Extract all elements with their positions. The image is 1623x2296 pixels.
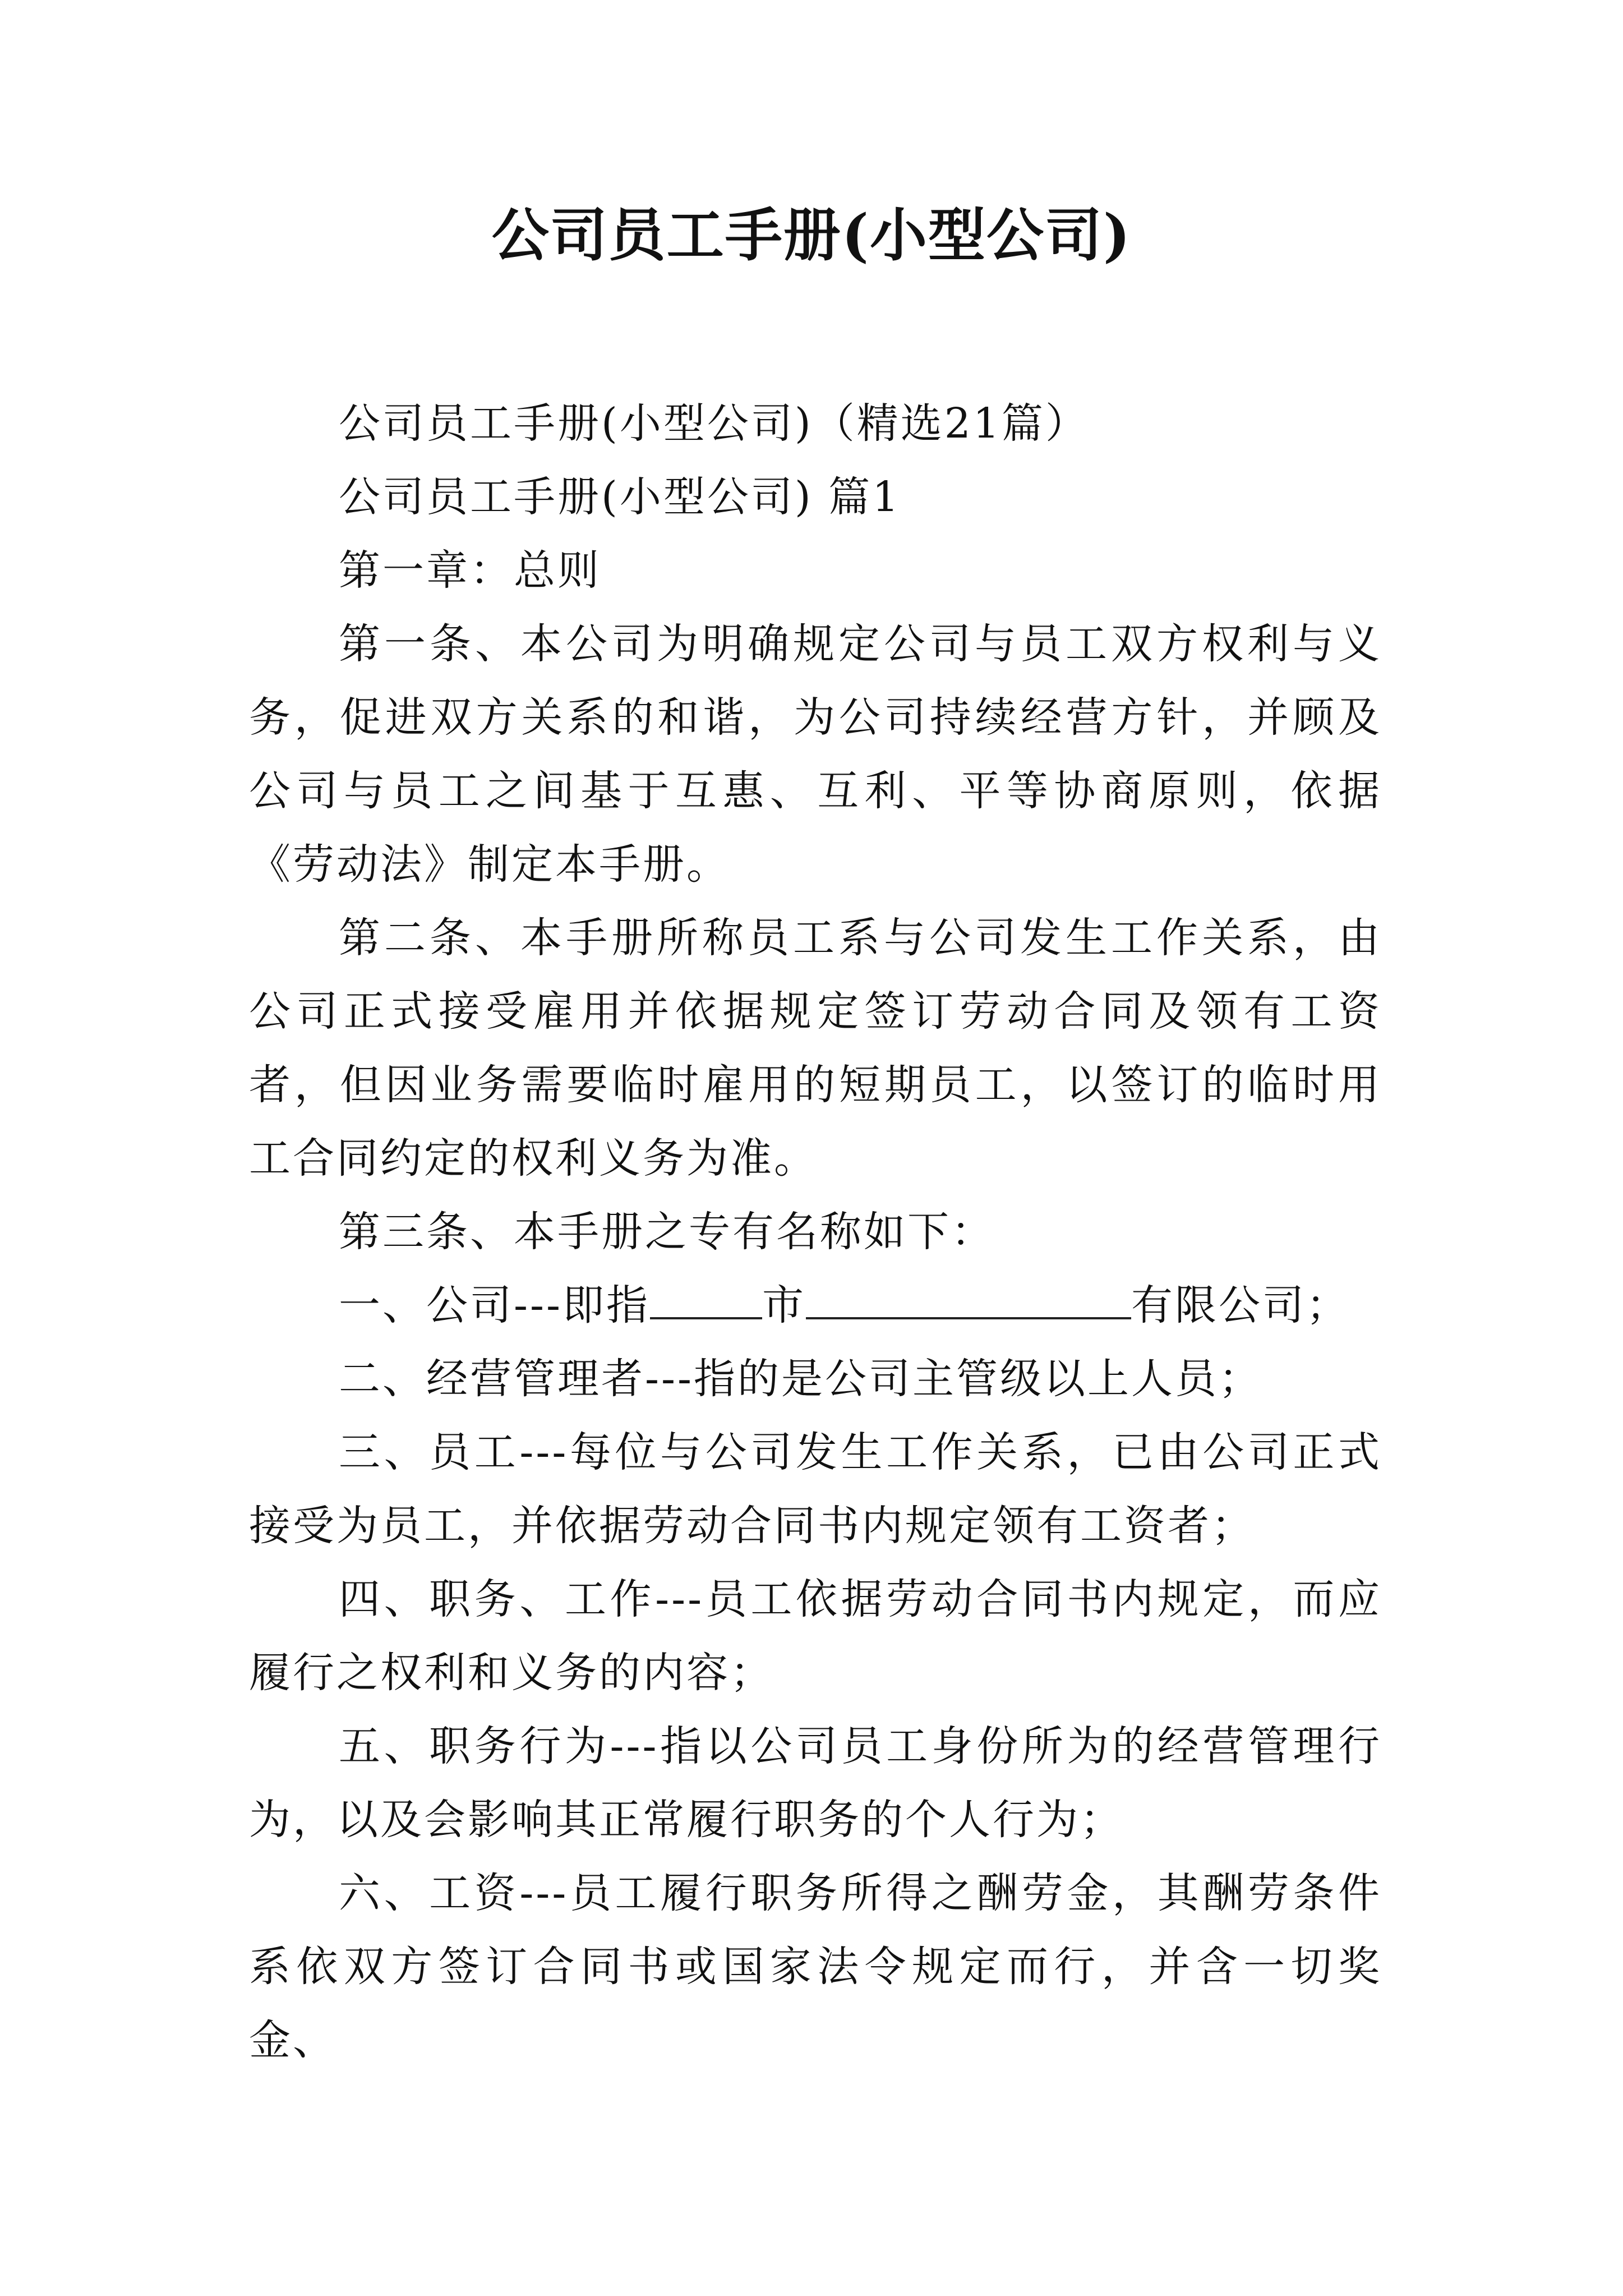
definition-1-middle: 市 — [762, 1281, 806, 1329]
paragraph-definition-6: 六、工资---员工履行职务所得之酬劳金，其酬劳条件系依双方签订合同书或国家法令规定而行，并含一切奖金、 — [249, 1869, 1382, 2064]
document-title: 公司员工手册(小型公司) — [491, 202, 1132, 269]
paragraph-definition-1 — [249, 1269, 1382, 1342]
paragraph-clause-2: 第二条、本手册所称员工系与公司发生工作关系，由公司正式接受雇用并依据规定签订劳动合同及领有工资者，但因业务需要临时雇用的短期员工，以签订的临时用工合同约定的权利义务为准。 — [249, 914, 1382, 1182]
paragraph-definition-4: 四、职务、工作---员工依据劳动合同书内规定，而应履行之权利和义务的内容； — [249, 1575, 1382, 1697]
paragraph-clause-3: 第三条、本手册之专有名称如下： — [339, 1208, 995, 1256]
paragraph-clause-1: 第一条、本公司为明确规定公司与员工双方权利与义务，促进双方关系的和谐，为公司持续经营方针，并顾及公司与员工之间基于互惠、互利、平等协商原则，依据《劳动法》制定本手册。 — [249, 620, 1382, 889]
definition-1-prefix: 一、公司---即指 — [339, 1281, 651, 1329]
paragraph-definition-3: 三、员工---每位与公司发生工作关系，已由公司正式接受为员工，并依据劳动合同书内规定领有工资者； — [249, 1428, 1382, 1550]
paragraph-article-heading: 公司员工手册(小型公司) 篇1 — [339, 473, 901, 521]
paragraph-definition-2: 二、经营管理者---指的是公司主管级以上人员； — [339, 1355, 1263, 1403]
blank-company-field — [806, 1278, 1131, 1319]
blank-city-field — [650, 1278, 762, 1319]
paragraph-collection-heading: 公司员工手册(小型公司)（精选21篇） — [339, 399, 1089, 448]
definition-1-suffix: 有限公司； — [1131, 1281, 1350, 1329]
paragraph-chapter-heading: 第一章：总则 — [339, 546, 601, 595]
document-body — [249, 387, 1382, 2077]
paragraph-definition-5: 五、职务行为---指以公司员工身份所为的经营管理行为，以及会影响其正常履行职务的个人行为； — [249, 1722, 1382, 1844]
